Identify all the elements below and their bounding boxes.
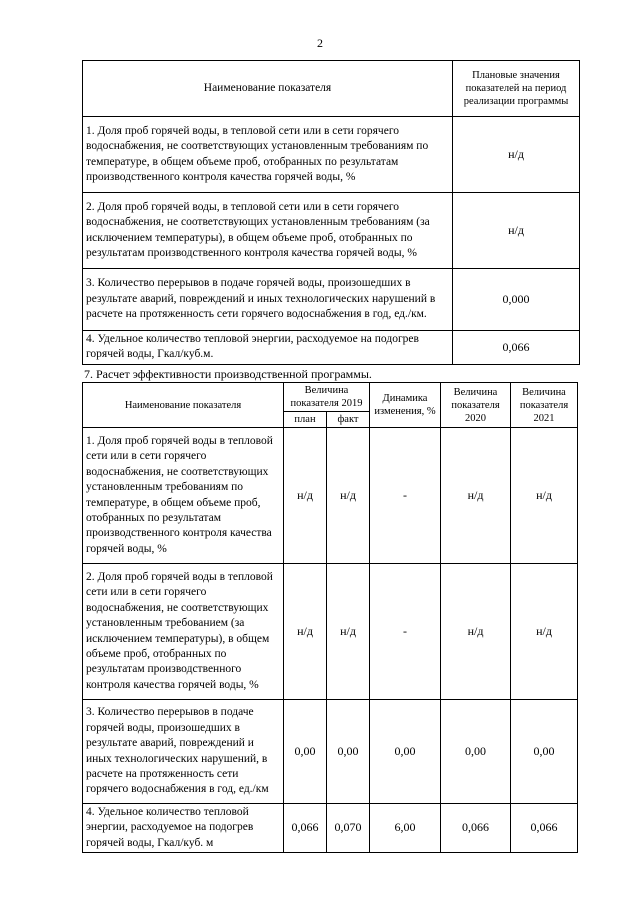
value-2021: 0,00 <box>511 700 578 804</box>
table-row <box>83 804 578 853</box>
fact-value: н/д <box>327 428 370 564</box>
table-row <box>83 564 578 700</box>
dynamics-value: 6,00 <box>370 804 441 853</box>
indicator-value: 0,066 <box>453 331 580 365</box>
header-fact: факт <box>327 412 370 428</box>
indicator-name: 4. Удельное количество тепловой энергии, расходуемое на подогрев горячей воды, Гкал/куб. м <box>83 804 284 853</box>
value-2020: 0,066 <box>441 804 511 853</box>
indicator-name: 4. Удельное количество тепловой энергии, расходуемое на подогрев горячей воды, Гкал/куб.м. <box>83 331 453 365</box>
header-plan: план <box>284 412 327 428</box>
indicator-value: 0,000 <box>453 269 580 331</box>
fact-value: 0,070 <box>327 804 370 853</box>
header-value-2019: Величина показателя 2019 <box>284 383 370 412</box>
value-2020: н/д <box>441 428 511 564</box>
indicator-name: 1. Доля проб горячей воды в тепловой сети или в сети горячего водоснабжения, не соответствующих установленным требованиям по температуре, в общем объеме проб, отобранных по результатам производственного контроля качества горячей воды, % <box>83 428 284 564</box>
indicator-name: 2. Доля проб горячей воды в тепловой сети или в сети горячего водоснабжения, не соответствующих установленным требованием (за исключением температуры), в общем объеме проб, отобранных по результатам производственного контроля качества горячей воды, % <box>83 564 284 700</box>
indicator-name: 1. Доля проб горячей воды, в тепловой сети или в сети горячего водоснабжения, не соответствующих установленным требованиям по температуре, в общем объеме проб, отобранных по результатам производственного контроля качества горячей воды, % <box>83 117 453 193</box>
plan-value: н/д <box>284 564 327 700</box>
value-2021: н/д <box>511 564 578 700</box>
indicator-name: 3. Количество перерывов в подаче горячей воды, произошедших в результате аварий, повреждений и иных технологических нарушений, в расчете на протяженность сети горячего водоснабжения в год, ед./км <box>83 700 284 804</box>
header-value-2021: Величина показателя 2021 <box>511 383 578 428</box>
table-row <box>83 331 580 365</box>
plan-value: н/д <box>284 428 327 564</box>
table-row <box>83 117 580 193</box>
table-row <box>83 700 578 804</box>
header-value-2020: Величина показателя 2020 <box>441 383 511 428</box>
fact-value: н/д <box>327 564 370 700</box>
value-2020: н/д <box>441 564 511 700</box>
value-2021: н/д <box>511 428 578 564</box>
dynamics-value: - <box>370 564 441 700</box>
efficiency-table <box>82 382 578 853</box>
planned-values-table <box>82 60 580 365</box>
header-planned-values: Плановые значения показателей на период реализации программы <box>453 61 580 117</box>
table-row <box>83 269 580 331</box>
plan-value: 0,066 <box>284 804 327 853</box>
table-row <box>83 193 580 269</box>
fact-value: 0,00 <box>327 700 370 804</box>
table-header-row <box>83 383 578 412</box>
indicator-value: н/д <box>453 193 580 269</box>
value-2020: 0,00 <box>441 700 511 804</box>
table-header-row <box>83 61 580 117</box>
dynamics-value: 0,00 <box>370 700 441 804</box>
dynamics-value: - <box>370 428 441 564</box>
header-indicator-name: Наименование показателя <box>83 61 453 117</box>
header-dynamics: Динамика изменения, % <box>370 383 441 428</box>
indicator-name: 2. Доля проб горячей воды, в тепловой сети или в сети горячего водоснабжения, не соответствующих установленным требованиям (за исключением температуры), в общем объеме проб, отобранных по результатам производственного контроля качества горячей воды, % <box>83 193 453 269</box>
page-number: 2 <box>317 36 323 50</box>
header-indicator-name: Наименование показателя <box>83 383 284 428</box>
indicator-name: 3. Количество перерывов в подаче горячей воды, произошедших в результате аварий, повреждений и иных технологических нарушений в расчете на протяженность сети горячего водоснабжения в год, ед./км. <box>83 269 453 331</box>
table-row <box>83 428 578 564</box>
section-title: 7. Расчет эффективности производственной программы. <box>84 367 372 381</box>
value-2021: 0,066 <box>511 804 578 853</box>
indicator-value: н/д <box>453 117 580 193</box>
plan-value: 0,00 <box>284 700 327 804</box>
